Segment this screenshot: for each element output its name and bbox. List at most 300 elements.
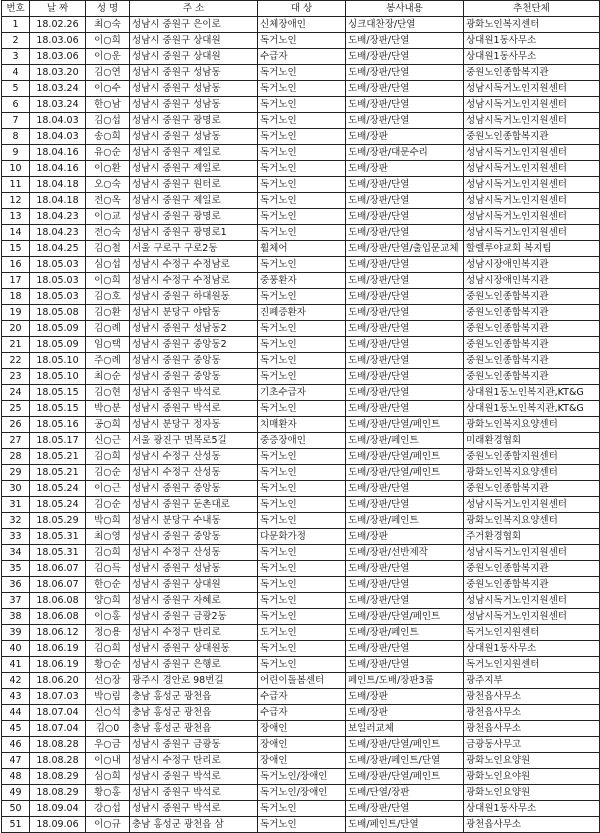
cell-address: 성남시 분당구 수내동 xyxy=(130,513,258,529)
cell-target: 독거노인 xyxy=(258,193,346,209)
table-row xyxy=(2,193,600,209)
cell-name: 신○근 xyxy=(86,433,130,449)
cell-number: 9 xyxy=(2,145,30,161)
cell-name: 주○례 xyxy=(86,353,130,369)
cell-date: 18.05.21 xyxy=(30,465,86,481)
cell-service: 도배/장판/페인트 xyxy=(346,513,464,529)
cell-target: 수급자 xyxy=(258,705,346,721)
table-row xyxy=(2,497,600,513)
cell-organization: 성남시독거노인지원센터 xyxy=(464,225,600,241)
cell-address: 성남시 수정구 수정남로 xyxy=(130,273,258,289)
cell-target: 중증장애인 xyxy=(258,433,346,449)
cell-date: 18.06.07 xyxy=(30,577,86,593)
cell-target: 수급자 xyxy=(258,49,346,65)
cell-target: 독거노인 xyxy=(258,401,346,417)
cell-date: 18.03.06 xyxy=(30,49,86,65)
cell-address: 성남시 중원구 중앙동 xyxy=(130,529,258,545)
table-body xyxy=(2,17,600,833)
cell-address: 성남시 중원구 중앙동 xyxy=(130,353,258,369)
cell-date: 18.05.15 xyxy=(30,401,86,417)
cell-date: 18.04.16 xyxy=(30,145,86,161)
cell-target: 독거노인 xyxy=(258,81,346,97)
cell-target: 독거노인 xyxy=(258,449,346,465)
cell-number: 12 xyxy=(2,193,30,209)
cell-address: 성남시 중원구 상대원동 xyxy=(130,641,258,657)
cell-date: 18.05.24 xyxy=(30,481,86,497)
cell-name: 이○수 xyxy=(86,81,130,97)
cell-address: 성남시 중원구 광명로1 xyxy=(130,225,258,241)
table-row xyxy=(2,577,600,593)
cell-target: 수급자 xyxy=(258,689,346,705)
cell-target: 독거노인 xyxy=(258,321,346,337)
cell-date: 18.06.08 xyxy=(30,593,86,609)
cell-organization: 성남시독거노인지원센터 xyxy=(464,97,600,113)
cell-date: 18.05.03 xyxy=(30,273,86,289)
cell-target: 독거노인 xyxy=(258,465,346,481)
table-row xyxy=(2,529,600,545)
cell-address: 성남시 중원구 광명로 xyxy=(130,113,258,129)
cell-organization: 광천읍사무소 xyxy=(464,705,600,721)
cell-name: 한○남 xyxy=(86,97,130,113)
cell-target: 기초수급자 xyxy=(258,385,346,401)
cell-target: 독거노인 xyxy=(258,177,346,193)
cell-organization: 미래환경협회 xyxy=(464,433,600,449)
cell-organization: 광천읍사무소 xyxy=(464,817,600,833)
cell-target: 독거노인 xyxy=(258,481,346,497)
cell-organization: 독거노인지원센터 xyxy=(464,657,600,673)
cell-service: 도배/장판/단열 xyxy=(346,561,464,577)
cell-number: 45 xyxy=(2,721,30,737)
cell-target: 진폐증환자 xyxy=(258,305,346,321)
header-service: 봉사내용 xyxy=(346,1,464,17)
cell-date: 18.04.23 xyxy=(30,209,86,225)
cell-target: 독거노인 xyxy=(258,257,346,273)
cell-target: 독거노인 xyxy=(258,113,346,129)
cell-address: 성남시 중원구 박석로 xyxy=(130,785,258,801)
cell-number: 22 xyxy=(2,353,30,369)
cell-name: 이○내 xyxy=(86,753,130,769)
table-row xyxy=(2,465,600,481)
cell-address: 성남시 중원구 박석로 xyxy=(130,769,258,785)
cell-service: 도배/장판/단열 xyxy=(346,33,464,49)
cell-name: 전○옥 xyxy=(86,193,130,209)
cell-target: 휠체어 xyxy=(258,241,346,257)
cell-date: 18.08.28 xyxy=(30,753,86,769)
header-organization: 추천단체 xyxy=(464,1,600,17)
cell-organization: 성남시장애인복지관 xyxy=(464,273,600,289)
table-row xyxy=(2,17,600,33)
cell-target: 독거노인 xyxy=(258,337,346,353)
cell-number: 33 xyxy=(2,529,30,545)
cell-service: 싱크대찬장/단열 xyxy=(346,17,464,33)
cell-service: 도배/장판/단열/페인트 xyxy=(346,417,464,433)
cell-target: 독거노인 xyxy=(258,353,346,369)
cell-service: 도배/장판/단열 xyxy=(346,49,464,65)
cell-number: 51 xyxy=(2,817,30,833)
cell-target: 장애인 xyxy=(258,737,346,753)
cell-organization: 중원노인종합지원센터 xyxy=(464,449,600,465)
cell-organization: 상대원1동노인복지관,KT&G xyxy=(464,401,600,417)
cell-target: 신체장애인 xyxy=(258,17,346,33)
cell-date: 18.04.16 xyxy=(30,161,86,177)
cell-address: 성남시 중원구 중앙동 xyxy=(130,481,258,497)
table-row xyxy=(2,369,600,385)
cell-number: 31 xyxy=(2,497,30,513)
cell-date: 18.07.04 xyxy=(30,721,86,737)
cell-name: 오○숙 xyxy=(86,177,130,193)
cell-number: 7 xyxy=(2,113,30,129)
cell-number: 29 xyxy=(2,465,30,481)
cell-target: 독거노인 xyxy=(258,497,346,513)
cell-name: 김○철 xyxy=(86,241,130,257)
cell-target: 독거노인 xyxy=(258,593,346,609)
cell-service: 도배/장판/단열 xyxy=(346,193,464,209)
cell-date: 18.09.04 xyxy=(30,801,86,817)
table-row xyxy=(2,33,600,49)
cell-service: 도배/장판/단열 xyxy=(346,257,464,273)
cell-organization: 광주지부 xyxy=(464,673,600,689)
table-row xyxy=(2,97,600,113)
cell-number: 39 xyxy=(2,625,30,641)
cell-service: 도배/장판/단열 xyxy=(346,481,464,497)
cell-name: 김○순 xyxy=(86,497,130,513)
cell-number: 17 xyxy=(2,273,30,289)
cell-date: 18.05.29 xyxy=(30,513,86,529)
cell-address: 성남시 중원구 성남동 xyxy=(130,129,258,145)
cell-date: 18.03.20 xyxy=(30,65,86,81)
cell-target: 독거노인 xyxy=(258,209,346,225)
cell-name: 황○순 xyxy=(86,657,130,673)
cell-number: 2 xyxy=(2,33,30,49)
cell-address: 성남시 중원구 중앙동 xyxy=(130,369,258,385)
table-row xyxy=(2,241,600,257)
cell-target: 독거노인 xyxy=(258,801,346,817)
cell-number: 18 xyxy=(2,289,30,305)
cell-name: 최○순 xyxy=(86,369,130,385)
cell-date: 18.05.31 xyxy=(30,529,86,545)
table-row xyxy=(2,721,600,737)
cell-number: 38 xyxy=(2,609,30,625)
table-row xyxy=(2,673,600,689)
cell-organization: 금광동사무고 xyxy=(464,737,600,753)
header-name: 성 명 xyxy=(86,1,130,17)
cell-name: 정○용 xyxy=(86,625,130,641)
cell-target: 독거노인 xyxy=(258,657,346,673)
cell-organization: 중원노인종합복지관 xyxy=(464,337,600,353)
table-row xyxy=(2,625,600,641)
cell-target: 장애인 xyxy=(258,721,346,737)
cell-date: 18.04.18 xyxy=(30,193,86,209)
cell-service: 도배/장판/단열 xyxy=(346,225,464,241)
cell-date: 18.04.25 xyxy=(30,241,86,257)
cell-address: 충남 홍성군 광천읍 삼 xyxy=(130,817,258,833)
cell-organization: 성남시독거노인지원센터 xyxy=(464,113,600,129)
cell-number: 35 xyxy=(2,561,30,577)
cell-number: 16 xyxy=(2,257,30,273)
cell-name: 김○호 xyxy=(86,289,130,305)
cell-target: 치매환자 xyxy=(258,417,346,433)
cell-target: 독거노인 xyxy=(258,289,346,305)
cell-name: 이○규 xyxy=(86,817,130,833)
cell-date: 18.02.26 xyxy=(30,17,86,33)
table-row xyxy=(2,433,600,449)
cell-target: 독거노인 xyxy=(258,129,346,145)
cell-number: 28 xyxy=(2,449,30,465)
cell-name: 김○현 xyxy=(86,385,130,401)
cell-organization: 성남시독거노인지원센터 xyxy=(464,545,600,561)
cell-organization: 상대원1동사무소 xyxy=(464,49,600,65)
cell-date: 18.08.29 xyxy=(30,769,86,785)
cell-organization: 중원노인종합복지관 xyxy=(464,321,600,337)
table-row xyxy=(2,305,600,321)
cell-date: 18.05.08 xyxy=(30,305,86,321)
cell-address: 성남시 중원구 제일로 xyxy=(130,193,258,209)
cell-name: 신○석 xyxy=(86,705,130,721)
cell-name: 최○영 xyxy=(86,529,130,545)
cell-name: 송○희 xyxy=(86,129,130,145)
table-row xyxy=(2,641,600,657)
cell-date: 18.08.29 xyxy=(30,785,86,801)
cell-target: 독거노인 xyxy=(258,817,346,833)
cell-service: 도배/장판/단열/페인트 xyxy=(346,769,464,785)
cell-target: 독거노인 xyxy=(258,577,346,593)
cell-service: 도배/장판/단열 xyxy=(346,577,464,593)
cell-number: 15 xyxy=(2,241,30,257)
cell-date: 18.06.07 xyxy=(30,561,86,577)
cell-name: 김○환 xyxy=(86,305,130,321)
cell-address: 성남시 중원구 박석로 xyxy=(130,801,258,817)
cell-name: 심○희 xyxy=(86,769,130,785)
cell-date: 18.05.10 xyxy=(30,369,86,385)
cell-target: 도거노인 xyxy=(258,625,346,641)
cell-number: 36 xyxy=(2,577,30,593)
cell-organization: 중원노인종합복지관 xyxy=(464,561,600,577)
cell-address: 충남 홍성군 광천읍 xyxy=(130,689,258,705)
cell-organization: 상대원1동사무소 xyxy=(464,641,600,657)
cell-name: 양○희 xyxy=(86,593,130,609)
cell-service: 보일러교체 xyxy=(346,721,464,737)
table-row xyxy=(2,81,600,97)
cell-name: 김○0 xyxy=(86,721,130,737)
cell-date: 18.05.03 xyxy=(30,257,86,273)
cell-organization: 광화노인복지요양센터 xyxy=(464,465,600,481)
cell-service: 도배/장판 xyxy=(346,129,464,145)
cell-target: 독거노인 xyxy=(258,561,346,577)
cell-address: 성남시 중원구 원터로 xyxy=(130,177,258,193)
cell-organization: 중원노인종합복지관 xyxy=(464,305,600,321)
table-row xyxy=(2,161,600,177)
cell-name: 김○희 xyxy=(86,545,130,561)
cell-organization: 성남시독거노인지원센터 xyxy=(464,177,600,193)
cell-target: 어린이돌봄센터 xyxy=(258,673,346,689)
cell-date: 18.03.06 xyxy=(30,33,86,49)
cell-number: 19 xyxy=(2,305,30,321)
cell-name: 전○숙 xyxy=(86,225,130,241)
table-row xyxy=(2,385,600,401)
table-row xyxy=(2,689,600,705)
cell-service: 도배/장판/단열 xyxy=(346,97,464,113)
cell-name: 이○희 xyxy=(86,273,130,289)
table-row xyxy=(2,561,600,577)
cell-address: 성남시 중원구 은행로 xyxy=(130,657,258,673)
table-row xyxy=(2,321,600,337)
cell-target: 독거노인 xyxy=(258,97,346,113)
cell-address: 성남시 수정구 산성동 xyxy=(130,449,258,465)
cell-address: 성남시 분당구 정자동 xyxy=(130,417,258,433)
cell-name: 박○분 xyxy=(86,401,130,417)
cell-number: 41 xyxy=(2,657,30,673)
table-row xyxy=(2,753,600,769)
cell-date: 18.06.20 xyxy=(30,673,86,689)
table-row xyxy=(2,289,600,305)
cell-address: 성남시 중원구 중앙동2 xyxy=(130,337,258,353)
table-row xyxy=(2,129,600,145)
table-row xyxy=(2,177,600,193)
cell-number: 30 xyxy=(2,481,30,497)
cell-address: 성남시 중원구 박석로 xyxy=(130,385,258,401)
table-row xyxy=(2,449,600,465)
cell-organization: 성남시독거노인지원센터 xyxy=(464,161,600,177)
cell-name: 김○순 xyxy=(86,465,130,481)
cell-organization: 중원노인종합복지관 xyxy=(464,289,600,305)
cell-date: 18.04.23 xyxy=(30,225,86,241)
cell-address: 성남시 중원구 성남동 xyxy=(130,97,258,113)
cell-number: 47 xyxy=(2,753,30,769)
cell-number: 34 xyxy=(2,545,30,561)
cell-number: 48 xyxy=(2,769,30,785)
cell-number: 1 xyxy=(2,17,30,33)
table-row xyxy=(2,257,600,273)
cell-organization: 중원노인종합복지관 xyxy=(464,369,600,385)
cell-date: 18.05.10 xyxy=(30,353,86,369)
cell-date: 18.06.19 xyxy=(30,657,86,673)
cell-service: 도배/장판/단열 xyxy=(346,209,464,225)
table-row xyxy=(2,785,600,801)
cell-organization: 주거환경협회 xyxy=(464,529,600,545)
cell-address: 성남시 수정구 산성동 xyxy=(130,545,258,561)
cell-target: 독거노인 xyxy=(258,161,346,177)
cell-organization: 독거노인지원센터 xyxy=(464,625,600,641)
cell-date: 18.04.18 xyxy=(30,177,86,193)
cell-target: 독거노인 xyxy=(258,225,346,241)
cell-date: 18.07.04 xyxy=(30,705,86,721)
cell-service: 도배/장판/단열 xyxy=(346,321,464,337)
table-row xyxy=(2,401,600,417)
cell-service: 도배/장판/단열 xyxy=(346,593,464,609)
cell-date: 18.05.09 xyxy=(30,337,86,353)
table-row xyxy=(2,609,600,625)
cell-number: 37 xyxy=(2,593,30,609)
cell-organization: 중원노인종합복지관 xyxy=(464,65,600,81)
cell-address: 성남시 중원구 광명로 xyxy=(130,209,258,225)
cell-name: 강○섭 xyxy=(86,801,130,817)
cell-date: 18.05.16 xyxy=(30,417,86,433)
cell-address: 성남시 중원구 상대원 xyxy=(130,577,258,593)
header-number: 번호 xyxy=(2,1,30,17)
cell-name: 김○희 xyxy=(86,641,130,657)
cell-service: 도배/장판/단열 xyxy=(346,337,464,353)
cell-name: 박○희 xyxy=(86,513,130,529)
cell-number: 10 xyxy=(2,161,30,177)
cell-organization: 성남시독거노인지원센터 xyxy=(464,193,600,209)
cell-service: 도배/단열/장판 xyxy=(346,785,464,801)
cell-name: 김○희 xyxy=(86,449,130,465)
cell-address: 성남시 중원구 금광2동 xyxy=(130,609,258,625)
cell-date: 18.04.03 xyxy=(30,113,86,129)
cell-service: 도배/장판/단열 xyxy=(346,657,464,673)
cell-number: 4 xyxy=(2,65,30,81)
cell-date: 18.03.24 xyxy=(30,97,86,113)
cell-organization: 광천읍사무소 xyxy=(464,721,600,737)
cell-service: 도배/장판 xyxy=(346,529,464,545)
cell-number: 43 xyxy=(2,689,30,705)
cell-service: 도배/장판/단열 xyxy=(346,353,464,369)
cell-name: 이○근 xyxy=(86,481,130,497)
cell-service: 도배/장판/단열 xyxy=(346,177,464,193)
cell-organization: 중원노인종합복지관 xyxy=(464,577,600,593)
cell-name: 최○숙 xyxy=(86,17,130,33)
cell-service: 도배/장판 xyxy=(346,161,464,177)
cell-number: 42 xyxy=(2,673,30,689)
cell-address: 성남시 중원구 박석로 xyxy=(130,401,258,417)
cell-service: 도배/장판/단열/페인트 xyxy=(346,609,464,625)
cell-date: 18.06.19 xyxy=(30,641,86,657)
cell-date: 18.05.31 xyxy=(30,545,86,561)
table-row xyxy=(2,817,600,833)
cell-service: 도배/장판/단열 xyxy=(346,81,464,97)
table-row xyxy=(2,593,600,609)
cell-name: 한○순 xyxy=(86,577,130,593)
cell-number: 27 xyxy=(2,433,30,449)
header-target: 대 상 xyxy=(258,1,346,17)
table-row xyxy=(2,209,600,225)
cell-address: 성남시 중원구 금광동 xyxy=(130,737,258,753)
service-records-table xyxy=(1,0,600,833)
cell-service: 도배/장판/페인트 xyxy=(346,433,464,449)
cell-number: 5 xyxy=(2,81,30,97)
cell-name: 이○운 xyxy=(86,49,130,65)
cell-number: 11 xyxy=(2,177,30,193)
cell-service: 도배/장판/단열/페인트 xyxy=(346,449,464,465)
cell-address: 성남시 중원구 성남동 xyxy=(130,65,258,81)
cell-address: 성남시 중원구 상대원 xyxy=(130,33,258,49)
cell-number: 14 xyxy=(2,225,30,241)
table-row xyxy=(2,801,600,817)
cell-service: 도배/장판/대문수리 xyxy=(346,145,464,161)
table-row xyxy=(2,225,600,241)
cell-service: 도배/장판/단열/페인트 xyxy=(346,465,464,481)
cell-service: 도배/장판/단열 xyxy=(346,385,464,401)
cell-organization: 광화노인요야원 xyxy=(464,769,600,785)
cell-service: 도배/장판/단열 xyxy=(346,497,464,513)
cell-service: 도배/장판/단열/페인트 xyxy=(346,737,464,753)
cell-address: 성남시 중원구 하대원동 xyxy=(130,289,258,305)
cell-organization: 중원노인종합복지관 xyxy=(464,129,600,145)
cell-number: 23 xyxy=(2,369,30,385)
cell-service: 도배/페인트/단열 xyxy=(346,817,464,833)
cell-organization: 성남시장애인복지관 xyxy=(464,257,600,273)
cell-number: 49 xyxy=(2,785,30,801)
cell-organization: 중원노인종합복지관 xyxy=(464,481,600,497)
cell-address: 성남시 분당구 야탑동 xyxy=(130,305,258,321)
cell-organization: 상대원1동사무소 xyxy=(464,801,600,817)
cell-service: 페인트/도배/장판3룸 xyxy=(346,673,464,689)
cell-name: 이○교 xyxy=(86,209,130,225)
table-row xyxy=(2,545,600,561)
cell-service: 도배/장판/페인트/단열 xyxy=(346,753,464,769)
cell-date: 18.06.12 xyxy=(30,625,86,641)
cell-organization: 중원노인종합복지관 xyxy=(464,353,600,369)
